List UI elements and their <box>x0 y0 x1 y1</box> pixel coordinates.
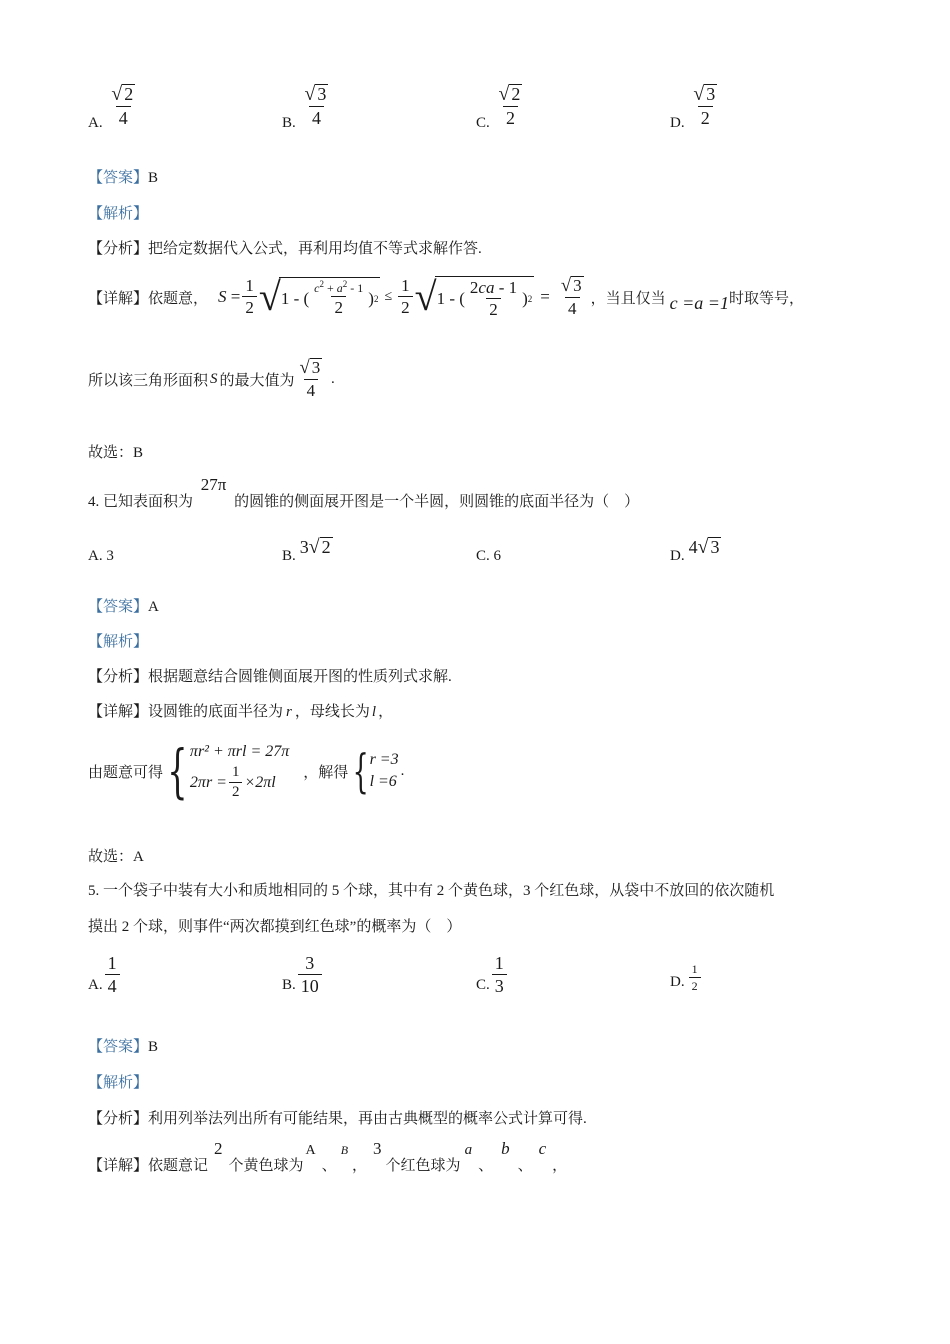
detail-a: 设圆锥的底面半径为 <box>148 704 284 720</box>
option-value: 3 <box>106 548 114 564</box>
ball-c: c <box>538 1139 547 1158</box>
radicand: 2 <box>124 84 134 104</box>
ball-A: A <box>305 1143 316 1158</box>
option-value: 4 √ 3 <box>688 536 720 558</box>
q5-option-b <box>282 950 324 1000</box>
option-label: A. <box>88 976 103 993</box>
radicand: 3 <box>706 84 716 104</box>
answer-tag: 【答案】 <box>88 599 149 615</box>
equations <box>190 742 289 801</box>
detail-tag: 【详解】 <box>88 704 149 720</box>
answer-value: B <box>148 1039 159 1055</box>
fraction: √ 3 4 <box>304 83 327 128</box>
q5-fenxi <box>88 1107 587 1128</box>
detail-tag: 【详解】 <box>88 290 149 307</box>
q3-detail <box>88 268 804 326</box>
q4-stem <box>88 474 639 514</box>
separator: 、 <box>478 1158 494 1174</box>
q4-option-c <box>476 548 501 565</box>
numerator: 1 <box>691 962 698 977</box>
detail-c: ， <box>378 704 394 720</box>
solutions <box>370 749 399 792</box>
fenxi-tag: 【分析】 <box>88 669 149 685</box>
detail-b: ，母线长为 <box>294 704 370 720</box>
denominator: 4 <box>309 106 324 128</box>
fenxi-tag: 【分析】 <box>88 1111 149 1127</box>
option-label: B. <box>282 548 296 564</box>
option-label: A. <box>88 548 103 564</box>
q5-option-a <box>88 950 122 1000</box>
radicand: 3 <box>317 84 327 104</box>
detail-suffix: ，当且仅当 <box>590 290 666 307</box>
option-label: A. <box>88 115 103 132</box>
q5-option-d <box>670 958 703 998</box>
q5-option-c <box>476 950 509 1000</box>
fraction <box>492 954 507 996</box>
fenxi-text: 把给定数据代入公式，再利用均值不等式求解作答. <box>148 241 482 257</box>
option-label: C. <box>476 548 490 564</box>
numerator: 1 <box>107 953 117 974</box>
q5-detail <box>88 1138 567 1174</box>
equality-condition: c =a =1 <box>669 292 729 313</box>
numerator: 3 <box>305 953 315 974</box>
equation-2: 2πr = $\frac{1}{2}$ ×2πl <box>189 763 276 800</box>
q3-fenxi <box>88 237 482 258</box>
conclusion-b: 的最大值为 <box>219 372 295 389</box>
denominator: 2 <box>503 106 518 128</box>
q4-option-a <box>88 548 114 565</box>
radicand: 3 <box>311 358 321 378</box>
coefficient: 3 <box>299 537 309 557</box>
q4-option-b <box>282 536 333 566</box>
stem-b: 的圆锥的侧面展开图是一个半圆，则圆锥的底面半径为（ ） <box>234 494 640 510</box>
option-label: B. <box>282 115 296 132</box>
option-label: D. <box>670 973 685 990</box>
radius-var: r <box>286 704 292 720</box>
q3-option-a <box>88 83 140 132</box>
fenxi-text: 利用列举法列出所有可能结果，再由古典概型的概率公式计算可得. <box>148 1111 587 1127</box>
q4-analysis-tag: 【解析】 <box>88 634 149 650</box>
conclusion-a: 所以该三角形面积 <box>88 372 209 389</box>
q3-analysis-tag: 【解析】 <box>88 206 149 222</box>
q3-conclusion: 所以该三角形面积 S 的最大值为 √ 3 4 . <box>88 357 335 400</box>
fenxi-text: 根据题意结合圆锥侧面展开图的性质列式求解. <box>148 669 452 685</box>
radicand: 3 <box>710 537 720 557</box>
q5-stem-line2: 摸出 2 个球，则事件“两次都摸到红色球”的概率为（ ） <box>88 919 462 935</box>
denominator: 3 <box>492 974 507 996</box>
option-value: 6 <box>493 548 502 564</box>
fraction <box>689 963 701 992</box>
max-value: √ 3 4 <box>299 357 321 400</box>
option-label: C. <box>476 115 490 132</box>
denominator: 4 <box>304 379 319 400</box>
q3-option-c <box>476 83 527 132</box>
solve-text: ，解得 <box>303 764 349 781</box>
separator: 、 <box>517 1158 533 1174</box>
option-label: D. <box>670 115 685 132</box>
separator: 、 <box>321 1158 337 1174</box>
ball-b: b <box>501 1139 510 1158</box>
equation-1: πr² + πrl = 27π <box>189 742 290 760</box>
q3-answer <box>88 166 158 187</box>
ball-B: B <box>340 1143 349 1157</box>
slant-var: l <box>371 704 377 720</box>
denominator: 4 <box>116 106 131 128</box>
comma: ， <box>552 1158 568 1174</box>
option-label: D. <box>670 548 685 564</box>
option-label: C. <box>476 976 490 993</box>
denominator: 2 <box>689 977 701 993</box>
detail-c: 个红色球为 <box>385 1158 461 1174</box>
answer-tag: 【答案】 <box>88 170 149 186</box>
detail-a: 依题意记 <box>148 1158 209 1174</box>
q4-option-d <box>670 536 721 566</box>
equation-2-right: ×2πl <box>244 774 276 791</box>
count-yellow: 2 <box>214 1139 223 1158</box>
radicand: 2 <box>511 84 521 104</box>
q5-answer <box>88 1035 158 1056</box>
q5-analysis-tag: 【解析】 <box>88 1075 149 1091</box>
q5-stem-line1: 5. 一个袋子中装有大小和质地相同的 5 个球，其中有 2 个黄色球，3 个红色球，从袋中不放回的依次随机 <box>88 883 775 899</box>
solution-l: l =6 <box>369 773 397 790</box>
denominator: 2 <box>698 106 713 128</box>
denominator: 10 <box>298 974 322 996</box>
comma: ， <box>352 1158 368 1174</box>
numerator: 1 <box>494 953 504 974</box>
q3-option-d <box>670 83 722 132</box>
detail-end: 时取等号， <box>728 290 804 307</box>
option-value: 3 √ 2 <box>299 536 331 558</box>
ball-a: a <box>464 1142 473 1158</box>
q4-choice: 故选：A <box>88 849 144 865</box>
answer-value: B <box>148 170 159 186</box>
radicand: 2 <box>321 537 331 557</box>
surface-area: 27π <box>200 475 227 494</box>
left-brace: { <box>352 744 369 798</box>
fraction: √ 3 2 <box>693 83 716 128</box>
detail-prefix: 依题意， <box>148 290 209 307</box>
area-variable: S <box>210 370 218 387</box>
solution-r: r =3 <box>369 751 399 769</box>
q3-choice: 故选：B <box>88 445 144 461</box>
formula: S = $\frac{1}{2}$ √ 1 - ( $\frac{c^2 + a^2 - 1}{2}$ ) 2 ≤ $\frac{1}{2}$ √ 1 - ( $\frac{2ca - 1}{2}$ ) 2 = √ 3 4 <box>218 274 582 319</box>
stem-a: 4. 已知表面积为 <box>88 494 194 510</box>
answer-value: A <box>148 599 159 615</box>
fraction: √ 2 4 <box>111 83 134 128</box>
system-prefix: 由题意可得 <box>88 764 164 781</box>
q4-answer <box>88 595 159 616</box>
denominator: 4 <box>105 974 120 996</box>
fraction: √ 2 2 <box>498 83 521 128</box>
detail-b: 个黄色球为 <box>228 1158 304 1174</box>
equation-2-left: 2πr = <box>189 774 227 791</box>
count-red: 3 <box>373 1139 382 1158</box>
q3-option-b <box>282 83 333 132</box>
left-brace: { <box>167 737 188 805</box>
answer-tag: 【答案】 <box>88 1039 149 1055</box>
coefficient: 4 <box>688 537 698 557</box>
detail-tag: 【详解】 <box>88 1158 149 1174</box>
fenxi-tag: 【分析】 <box>88 241 149 257</box>
fraction <box>105 954 120 996</box>
q4-system: 由题意可得 { πr² + πrl = 27π 2πr = $\frac{1}{2}$ ×2πl ，解得 { r =3 l =6 . <box>88 737 405 805</box>
q4-detail <box>88 700 393 721</box>
fraction <box>298 954 322 996</box>
option-label: B. <box>282 976 296 993</box>
q4-fenxi <box>88 665 452 686</box>
